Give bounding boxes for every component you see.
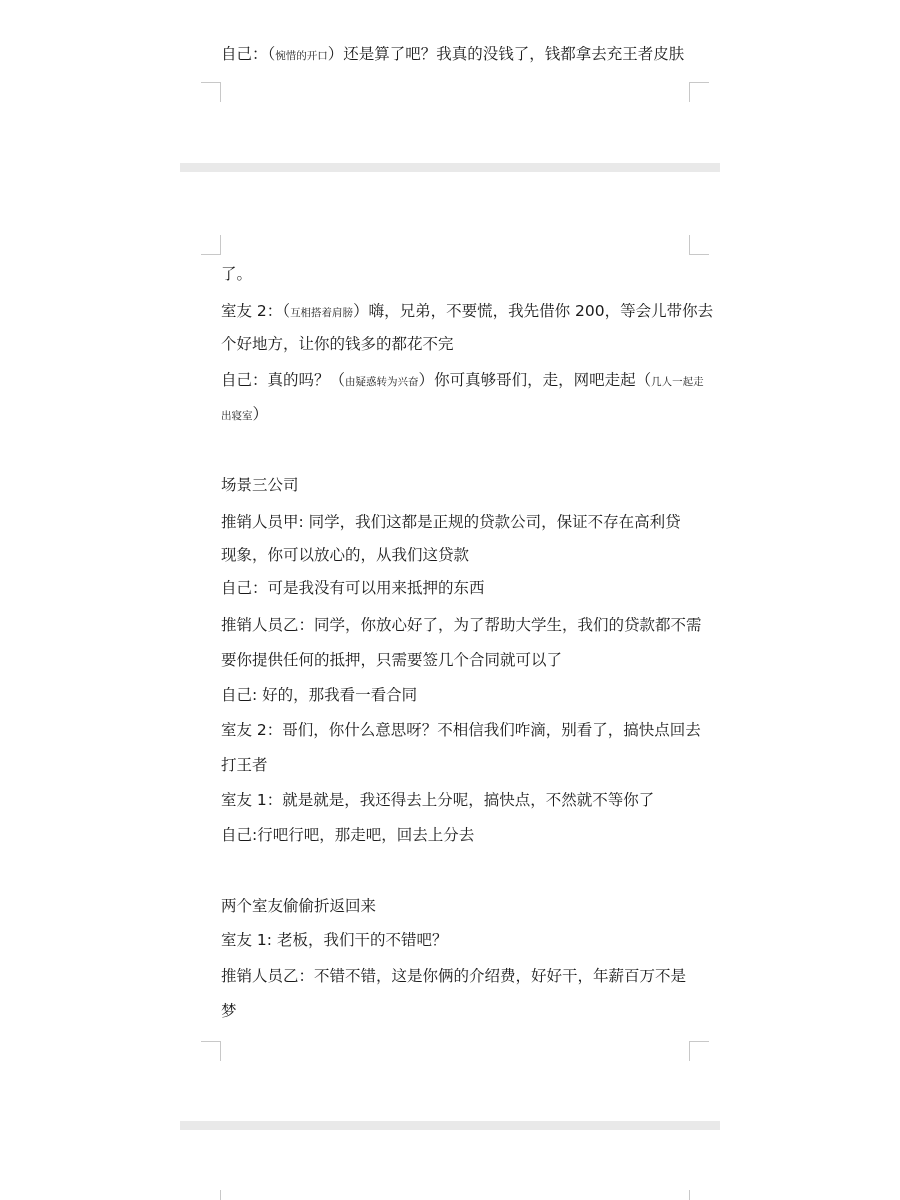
speaker-label: 自己： bbox=[221, 371, 268, 389]
page-separator bbox=[180, 1121, 720, 1130]
text-line: 自己：可是我没有可以用来抵押的东西 bbox=[221, 579, 485, 597]
speaker-label: 室友 2： bbox=[221, 302, 283, 320]
text-line: 自己:行吧行吧，那走吧，回去上分去 bbox=[221, 826, 475, 844]
dialogue-line bbox=[221, 404, 268, 426]
text-line: 推销人员乙：不错不错，这是你俩的介绍费，好好干，年薪百万不是 bbox=[221, 967, 687, 985]
document-page-3 bbox=[180, 1130, 720, 1200]
scene-heading: 场景三公司 bbox=[221, 476, 299, 494]
text-line: 推销人员乙：同学，你放心好了，为了帮助大学生，我们的贷款都不需 bbox=[221, 616, 702, 634]
text-line: 要你提供任何的抵押，只需要签几个合同就可以了 bbox=[221, 651, 563, 669]
paren: ） bbox=[252, 405, 269, 423]
paren: ） bbox=[327, 45, 344, 63]
dialogue-text: 嗨，兄弟，不要慌，我先借你 200，等会儿带你去 bbox=[368, 302, 714, 320]
text-line: 推销人员甲: 同学，我们这都是正规的贷款公司，保证不存在高利贷 bbox=[221, 513, 681, 531]
margin-corner-mark bbox=[201, 82, 221, 102]
text-line: 室友 1: 老板，我们干的不错吧？ bbox=[221, 931, 448, 949]
text-line: 了。 bbox=[221, 265, 253, 283]
text-line: 梦 bbox=[221, 1002, 237, 1020]
dialogue-line bbox=[221, 44, 684, 66]
margin-corner-mark bbox=[689, 235, 709, 255]
stage-direction: 由疑惑转为兴奋 bbox=[345, 376, 419, 388]
text-line: 自己: 好的，那我看一看合同 bbox=[221, 686, 418, 704]
stage-direction: 惋惜的开口 bbox=[275, 50, 328, 62]
text-line: 个好地方，让你的钱多的都花不完 bbox=[221, 335, 454, 353]
speaker-label: 自己： bbox=[221, 45, 268, 63]
margin-corner-mark bbox=[689, 82, 709, 102]
scene-heading: 两个室友偷偷折返回来 bbox=[221, 897, 377, 915]
text-line: 室友 1：就是就是，我还得去上分呢，搞快点，不然就不等你了 bbox=[221, 791, 655, 809]
dialogue-text: 还是算了吧？我真的没钱了，钱都拿去充王者皮肤 bbox=[343, 45, 685, 63]
margin-corner-mark bbox=[689, 1041, 709, 1061]
paren: （ bbox=[267, 45, 276, 63]
text-line: 现象，你可以放心的，从我们这贷款 bbox=[221, 546, 470, 564]
stage-direction: 出寝室 bbox=[221, 410, 253, 422]
dialogue-line bbox=[221, 301, 713, 323]
margin-corner-mark bbox=[689, 1190, 709, 1200]
document-page-1 bbox=[180, 0, 720, 163]
text-line: 打王者 bbox=[221, 756, 268, 774]
margin-corner-mark bbox=[201, 235, 221, 255]
paren: （ bbox=[282, 302, 291, 320]
margin-corner-mark bbox=[201, 1041, 221, 1061]
dialogue-text: 真的吗？ bbox=[267, 371, 330, 389]
dialogue-text: 你可真够哥们，走，网吧走起 bbox=[434, 371, 636, 389]
paren: （ bbox=[329, 371, 346, 389]
paren: （ bbox=[635, 371, 652, 389]
text-line: 室友 2：哥们，你什么意思呀？不相信我们咋滴，别看了，搞快点回去 bbox=[221, 721, 701, 739]
stage-direction: 几人一起走 bbox=[651, 376, 704, 388]
paren: ） bbox=[353, 302, 369, 320]
paren: ） bbox=[418, 371, 435, 389]
margin-corner-mark bbox=[201, 1190, 221, 1200]
dialogue-line bbox=[221, 370, 704, 392]
page-separator bbox=[180, 163, 720, 172]
stage-direction: 互相搭着肩膀 bbox=[290, 307, 354, 319]
